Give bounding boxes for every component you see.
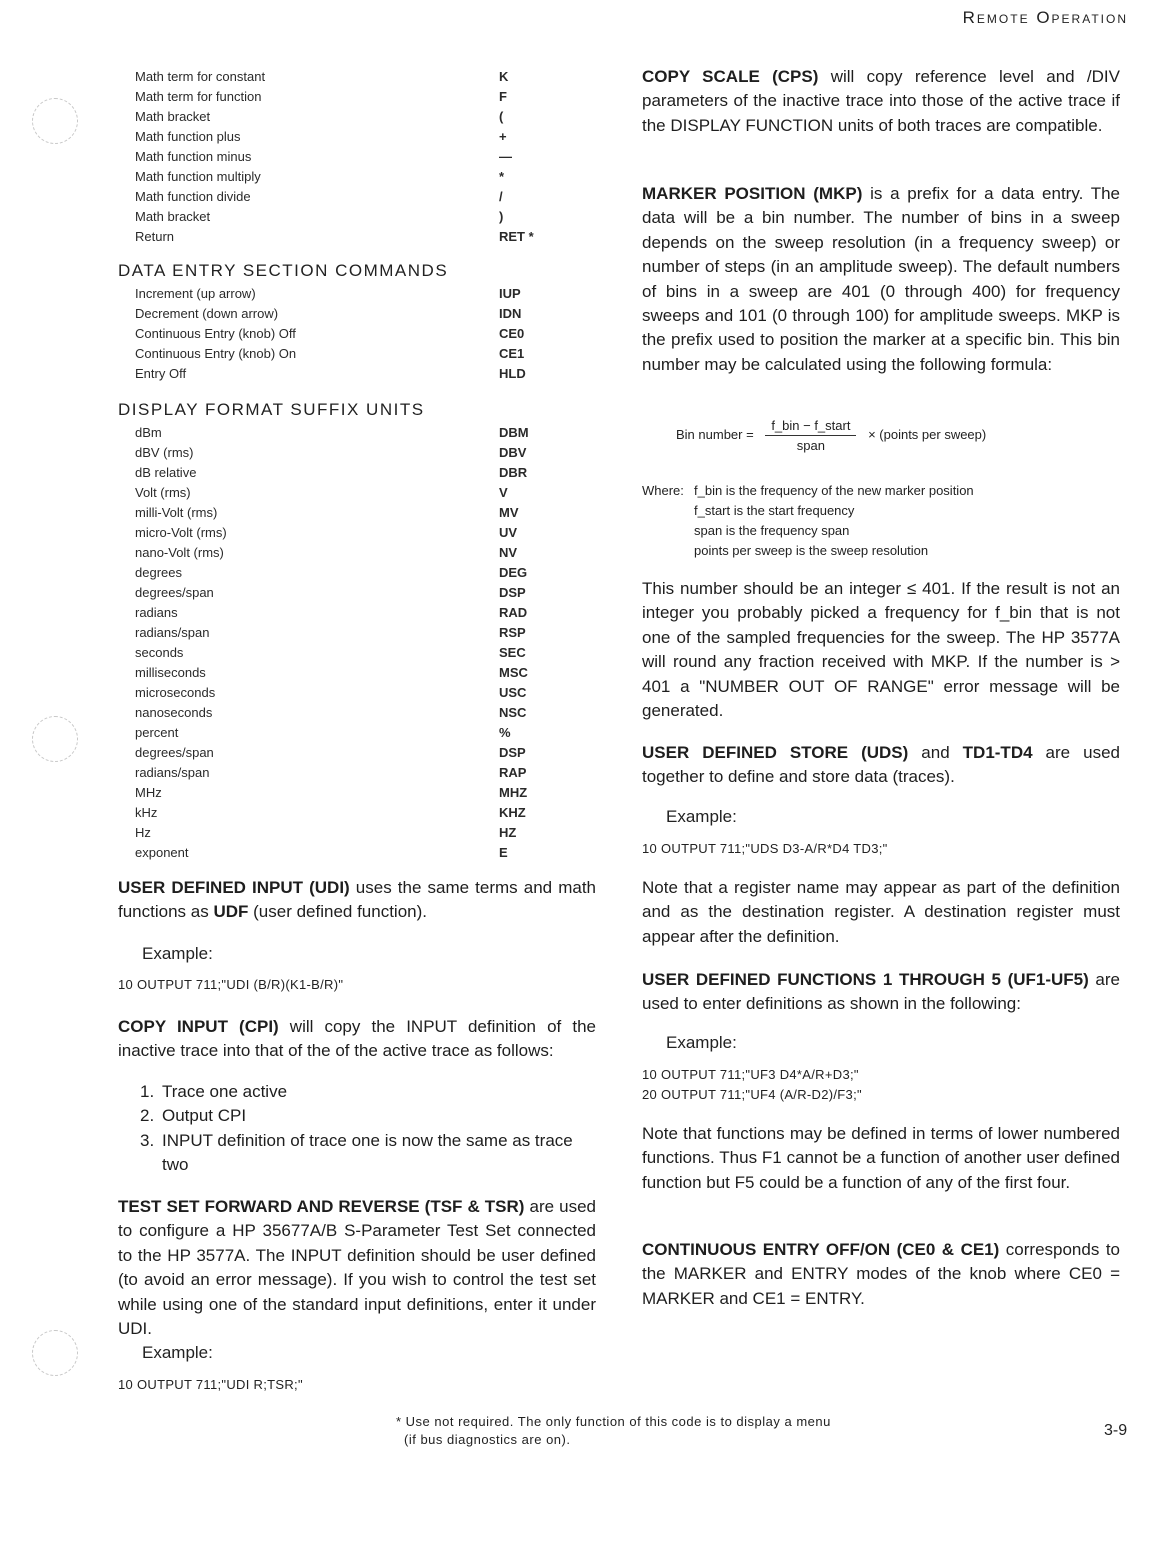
command-row [118,284,568,304]
command-code: ) [499,209,504,224]
command-row [118,823,568,843]
cps-paragraph: COPY SCALE (CPS) will copy reference level and /DIV parameters of the inactive trace into those of the active trace if the DISPLAY FUNCTION units of both traces are compatible. [642,67,1120,135]
command-row [118,843,568,863]
command-code: IUP [499,286,521,301]
command-code: E [499,845,508,860]
page-number: 3-9 [1104,1422,1128,1439]
code-example: 20 OUTPUT 711;"UF4 (A/R-D2)/F3;" [642,1087,862,1102]
section-heading: DISPLAY FORMAT SUFFIX UNITS [118,400,425,419]
command-label: Math function divide [135,189,251,204]
command-label: Math function multiply [135,169,261,184]
list-number: 3. [140,1130,155,1150]
command-code: + [499,129,507,144]
command-row [118,167,568,187]
command-label: microseconds [135,685,216,700]
list-item [140,1104,580,1128]
formula-fraction [765,418,856,453]
where-intro: Where: [642,483,684,498]
command-row [118,227,568,247]
command-code: F [499,89,507,104]
formula-numerator: f_bin − f_start [765,418,856,436]
section-heading: DATA ENTRY SECTION COMMANDS [118,261,449,280]
command-label: Return [135,229,175,244]
register-note-paragraph: Note that a register name may appear as part of the definition and as the destination register. A destination register must appear after the definition. [642,878,1120,946]
mkp-paragraph: MARKER POSITION (MKP) is a prefix for a data entry. The data will be a bin number. The number of bins in a sweep depends on the sweep resolution (in a frequency sweep) or number of steps (in an amplitude sweep). The default numbers of bins in a sweep are 401 (0 through 400) for frequency sweeps and 101 (0 through 100) for amplitude sweeps. MKP is the prefix used to position the marker at a specific bin. This bin number may be calculated using the following formula: [642,184,1120,374]
command-row [118,763,568,783]
bin-number-formula [676,418,986,453]
command-code: DBV [499,445,527,460]
command-row [118,603,568,623]
command-code: RAD [499,605,528,620]
command-row [118,443,568,463]
integer-note-paragraph: This number should be an integer ≤ 401. If the result is not an integer you probably picked a frequency for f_bin that is not one of the sampled frequencies for the sweep. The HP 3577A will round any fraction received with MKP. If the number is > 401 a "NUMBER OUT OF RANGE" error message will be generated. [642,579,1120,721]
math-terms-table [118,67,568,247]
formula-denominator: span [796,438,825,453]
command-row [118,147,568,167]
command-code: DSP [499,745,526,760]
command-code: MHZ [499,785,528,800]
command-code: DSP [499,585,526,600]
code-example: 10 OUTPUT 711;"UDS D3-A/R*D4 TD3;" [642,841,888,856]
command-row [118,364,568,384]
formula-rhs: × (points per sweep) [868,426,987,442]
command-label: Decrement (down arrow) [135,306,279,321]
command-label: radians [135,605,178,620]
punch-hole [32,716,78,762]
example-label: Example: [666,807,737,826]
command-code: K [499,69,509,84]
command-label: exponent [135,845,189,860]
command-row [118,703,568,723]
command-label: dB relative [135,465,197,480]
command-code: % [499,725,511,740]
command-row [118,503,568,523]
command-label: degrees/span [135,585,214,600]
functions-note-paragraph: Note that functions may be defined in terms of lower numbered functions. Thus F1 cannot be a function of another user defined function but F5 could be a function of any of the first four. [642,1124,1120,1192]
list-text: INPUT definition of trace one is now the same as trace two [162,1130,573,1175]
command-label: Math function minus [135,149,252,164]
command-code: V [499,485,508,500]
command-code: DEG [499,565,528,580]
command-label: Entry Off [135,366,187,381]
command-label: radians/span [135,625,210,640]
command-label: Math term for function [135,89,262,104]
running-header: Remote Operation [962,8,1128,27]
command-label: percent [135,725,179,740]
command-label: milliseconds [135,665,206,680]
command-row [118,803,568,823]
command-code: IDN [499,306,522,321]
command-row [118,563,568,583]
command-label: Math term for constant [135,69,266,84]
cpi-steps-list [140,1080,580,1178]
uf-paragraph: USER DEFINED FUNCTIONS 1 THROUGH 5 (UF1-UF5) are used to enter definitions as shown in the following: [642,970,1120,1014]
command-row [118,583,568,603]
command-code: DBM [499,425,529,440]
command-row [118,423,568,443]
command-code: — [499,149,512,164]
command-row [118,523,568,543]
command-code: NSC [499,705,527,720]
command-label: seconds [135,645,184,660]
code-example: 10 OUTPUT 711;"UF3 D4*A/R+D3;" [642,1067,859,1082]
command-label: Math bracket [135,209,211,224]
command-code: RET * [499,229,534,244]
list-number: 2. [140,1106,155,1126]
command-label: MHz [135,785,162,800]
command-label: Continuous Entry (knob) On [135,346,297,361]
command-label: Hz [135,825,151,840]
command-code: NV [499,545,518,560]
command-row [118,207,568,227]
command-row [118,783,568,803]
command-code: USC [499,685,527,700]
punch-hole [32,98,78,144]
example-label: Example: [142,1343,213,1362]
data-entry-section [118,258,568,384]
command-code: HLD [499,366,526,381]
command-code: RAP [499,765,527,780]
command-label: kHz [135,805,158,820]
command-label: Volt (rms) [135,485,191,500]
command-label: degrees/span [135,745,214,760]
command-row [118,623,568,643]
command-row [118,87,568,107]
ce-paragraph: CONTINUOUS ENTRY OFF/ON (CE0 & CE1) corresponds to the MARKER and ENTRY modes of the knob where CE0 = MARKER and CE1 = ENTRY. [642,1240,1120,1308]
command-code: MV [499,505,519,520]
udi-paragraph: USER DEFINED INPUT (UDI) uses the same terms and math functions as UDF (user defined function). [118,878,597,922]
example-label: Example: [666,1033,737,1052]
example-label: Example: [142,944,213,963]
command-label: milli-Volt (rms) [135,505,218,520]
command-row [118,643,568,663]
where-line: span is the frequency span [694,523,850,538]
command-row [118,107,568,127]
code-example: 10 OUTPUT 711;"UDI (B/R)(K1-B/R)" [118,977,344,992]
command-code: UV [499,525,518,540]
list-item [140,1080,580,1104]
formula-definitions [642,481,1122,561]
command-code: HZ [499,825,517,840]
formula-lhs: Bin number = [676,426,754,442]
command-label: nanoseconds [135,705,213,720]
command-label: nano-Volt (rms) [135,545,224,560]
command-code: MSC [499,665,528,680]
footnote-line: * Use not required. The only function of this code is to display a menu [396,1414,831,1429]
command-code: RSP [499,625,526,640]
command-row [118,344,568,364]
command-label: degrees [135,565,182,580]
command-row [118,723,568,743]
command-code: / [499,189,503,204]
footnote-line: (if bus diagnostics are on). [404,1432,571,1447]
command-code: CE1 [499,346,525,361]
command-row [118,463,568,483]
list-text: Output CPI [162,1106,247,1126]
where-line: points per sweep is the sweep resolution [694,543,929,558]
command-code: CE0 [499,326,525,341]
command-label: micro-Volt (rms) [135,525,227,540]
list-item [140,1129,580,1178]
where-line: f_bin is the frequency of the new marker position [694,483,974,498]
display-format-section [118,397,568,863]
command-label: dBm [135,425,162,440]
uds-paragraph: USER DEFINED STORE (UDS) and TD1-TD4 are used together to define and store data (traces). [642,743,1120,787]
cpi-paragraph: COPY INPUT (CPI) will copy the INPUT definition of the inactive trace into that of the of the active trace as follows: [118,1017,596,1061]
command-label: Math bracket [135,109,211,124]
command-label: Continuous Entry (knob) Off [135,326,296,341]
command-code: KHZ [499,805,526,820]
tsf-paragraph: TEST SET FORWARD AND REVERSE (TSF & TSR) are used to configure a HP 35677A/B S-Parameter Test Set connected to the HP 3577A. The INPUT definition should be user defined (to avoid an error message). If you wish to control the test set while using one of the standard input definitions, enter it under UDI. [118,1197,596,1339]
command-label: dBV (rms) [135,445,194,460]
command-row [118,663,568,683]
command-row [118,543,568,563]
command-code: SEC [499,645,526,660]
command-row [118,324,568,344]
command-row [118,187,568,207]
command-row [118,743,568,763]
command-row [118,127,568,147]
command-row [118,683,568,703]
command-row [118,483,568,503]
command-code: ( [499,109,504,124]
where-line: f_start is the start frequency [694,503,855,518]
command-row [118,67,568,87]
command-label: Math function plus [135,129,241,144]
command-row [118,304,568,324]
list-text: Trace one active [162,1082,288,1101]
command-code: * [499,169,505,184]
code-example: 10 OUTPUT 711;"UDI R;TSR;" [118,1377,303,1392]
command-label: Increment (up arrow) [135,286,256,301]
command-code: DBR [499,465,528,480]
command-label: radians/span [135,765,210,780]
footnote [396,1413,831,1449]
punch-hole [32,1330,78,1376]
list-number: 1. [140,1082,155,1101]
